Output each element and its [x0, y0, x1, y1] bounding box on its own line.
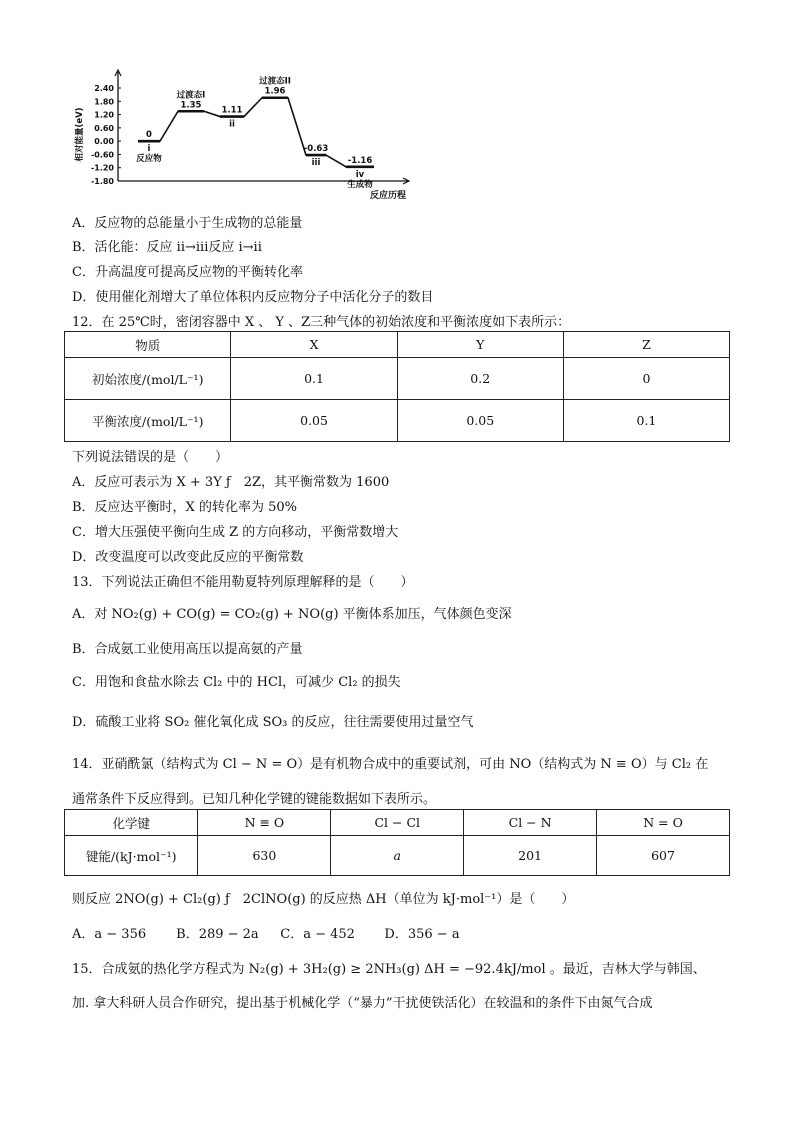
table-cell: 201 — [464, 836, 597, 876]
q14-options — [72, 923, 484, 942]
step-id-label: ii — [229, 119, 235, 130]
series-line — [138, 98, 374, 167]
table-cell: 0.1 — [563, 400, 729, 442]
q15-line-2: 加. 拿大科研人员合作研究，提出基于机械化学（“暴力”干扰使铁活化）在较温和的条件下由氮气合成 — [72, 996, 653, 1011]
data-label: 1.11 — [221, 105, 243, 116]
y-tick-label: 1.80 — [94, 97, 114, 107]
step-id-label: i — [147, 144, 151, 155]
table-cell: 630 — [198, 836, 331, 876]
table-cell: 0.05 — [231, 400, 397, 442]
table-header: 物质 — [65, 332, 231, 358]
q14-line-2: 通常条件下反应得到。已知几种化学键的键能数据如下表所示。 — [72, 792, 437, 807]
table-header: Cl − Cl — [331, 810, 464, 836]
row-label: 初始浓度/(mol/L⁻¹) — [65, 358, 231, 400]
table-row — [65, 836, 730, 876]
q11-option-d: D．使用催化剂增大了单位体积内反应物分子中活化分子的数目 — [72, 290, 434, 305]
y-tick-label: -0.60 — [90, 150, 114, 160]
table-cell: 0 — [563, 358, 729, 400]
y-axis-label: 相对能量(eV) — [75, 107, 85, 162]
state-label: 反应物 — [136, 154, 162, 165]
y-tick-label: 0.60 — [94, 123, 114, 133]
q13-stem: 13．下列说法正确但不能用勒夏特列原理解释的是（ ） — [72, 575, 414, 590]
y-tick-label: -1.80 — [90, 177, 114, 186]
energy-profile-chart — [70, 66, 430, 208]
table-row — [65, 332, 730, 358]
table-header: X — [231, 332, 397, 358]
table-cell: a — [331, 836, 464, 876]
q13-option-b: B．合成氨工业使用高压以提高氨的产量 — [72, 642, 303, 657]
q13-option-d: D．硫酸工业将 SO₂ 催化氧化成 SO₃ 的反应，往往需要使用过量空气 — [72, 715, 474, 730]
table-header: Cl − N — [464, 810, 597, 836]
q12-stem: 12．在 25℃时，密闭容器中 X 、 Y 、Z三种气体的初始浓度和平衡浓度如下表所示： — [72, 315, 571, 330]
data-label: -0.63 — [303, 144, 329, 155]
data-label: 1.96 — [264, 86, 286, 97]
y-tick-label: 2.40 — [94, 84, 114, 93]
q14-option-a: A．a − 356 — [72, 927, 147, 942]
q13-option-a: A．对 NO₂(g) + CO(g) = CO₂(g) + NO(g) 平衡体系加压，气体颜色变深 — [72, 607, 512, 622]
q12-option-d: D．改变温度可以改变此反应的平衡常数 — [72, 550, 304, 565]
step-id-label: iii — [311, 158, 321, 169]
state-label: 过渡态II — [259, 76, 291, 87]
table-header: 化学键 — [65, 810, 198, 836]
y-tick-label: 0.00 — [94, 137, 114, 147]
q14-table — [64, 809, 730, 876]
data-label: -1.16 — [347, 155, 373, 166]
x-axis-label: 反应历程 — [370, 191, 407, 201]
q15-line-1: 15．合成氨的热化学方程式为 N₂(g) + 3H₂(g) ≥ 2NH₃(g) ΔH = −92.4kJ/mol 。最近，吉林大学与韩国、 — [72, 962, 706, 977]
q14-option-b: B．289 − 2a — [176, 927, 259, 942]
q14-line-1: 14．亚硝酰氯（结构式为 Cl − N = O）是有机物合成中的重要试剂，可由 NO（结构式为 N ≡ O）与 Cl₂ 在 — [72, 757, 709, 772]
energy-chart-svg — [70, 66, 430, 208]
q14-option-d: D．356 − a — [384, 927, 460, 942]
table-cell: 0.1 — [231, 358, 397, 400]
q11-option-b: B．活化能：反应 ii→iii反应 i→ii — [72, 240, 262, 255]
table-header: N ≡ O — [198, 810, 331, 836]
table-cell: 607 — [597, 836, 730, 876]
q11-option-a: A．反应物的总能量小于生成物的总能量 — [72, 216, 303, 231]
data-label: 0 — [146, 130, 152, 141]
table-row — [65, 810, 730, 836]
state-label: 过渡态I — [176, 90, 206, 101]
table-header: N = O — [597, 810, 730, 836]
y-tick-label: -1.20 — [90, 163, 114, 173]
table-cell: 0.05 — [397, 400, 563, 442]
q14-option-c: C．a − 452 — [280, 927, 355, 942]
q12-option-b: B．反应达平衡时，X 的转化率为 50% — [72, 500, 297, 515]
table-row — [65, 400, 730, 442]
data-label: 1.35 — [180, 100, 202, 111]
table-header: Z — [563, 332, 729, 358]
q12-table — [64, 331, 730, 442]
table-cell: 0.2 — [397, 358, 563, 400]
row-label: 键能/(kJ·mol⁻¹) — [65, 836, 198, 876]
table-header: Y — [397, 332, 563, 358]
q11-option-c: C．升高温度可提高反应物的平衡转化率 — [72, 265, 303, 280]
table-row — [65, 358, 730, 400]
row-label: 平衡浓度/(mol/L⁻¹) — [65, 400, 231, 442]
q12-option-c: C．增大压强使平衡向生成 Z 的方向移动，平衡常数增大 — [72, 525, 399, 540]
q12-prompt: 下列说法错误的是（ ） — [72, 450, 229, 465]
state-label: 生成物 — [347, 179, 373, 190]
q12-option-a: A．反应可表示为 X + 3Y ƒ 2Z，其平衡常数为 1600 — [72, 475, 390, 490]
q14-question: 则反应 2NO(g) + Cl₂(g) ƒ 2ClNO(g) 的反应热 ΔH（单位为 kJ·mol⁻¹）是（ ） — [72, 892, 575, 907]
y-tick-label: 1.20 — [94, 110, 114, 120]
q13-option-c: C．用饱和食盐水除去 Cl₂ 中的 HCl，可减少 Cl₂ 的损失 — [72, 675, 401, 690]
step-id-label: iv — [355, 169, 365, 180]
